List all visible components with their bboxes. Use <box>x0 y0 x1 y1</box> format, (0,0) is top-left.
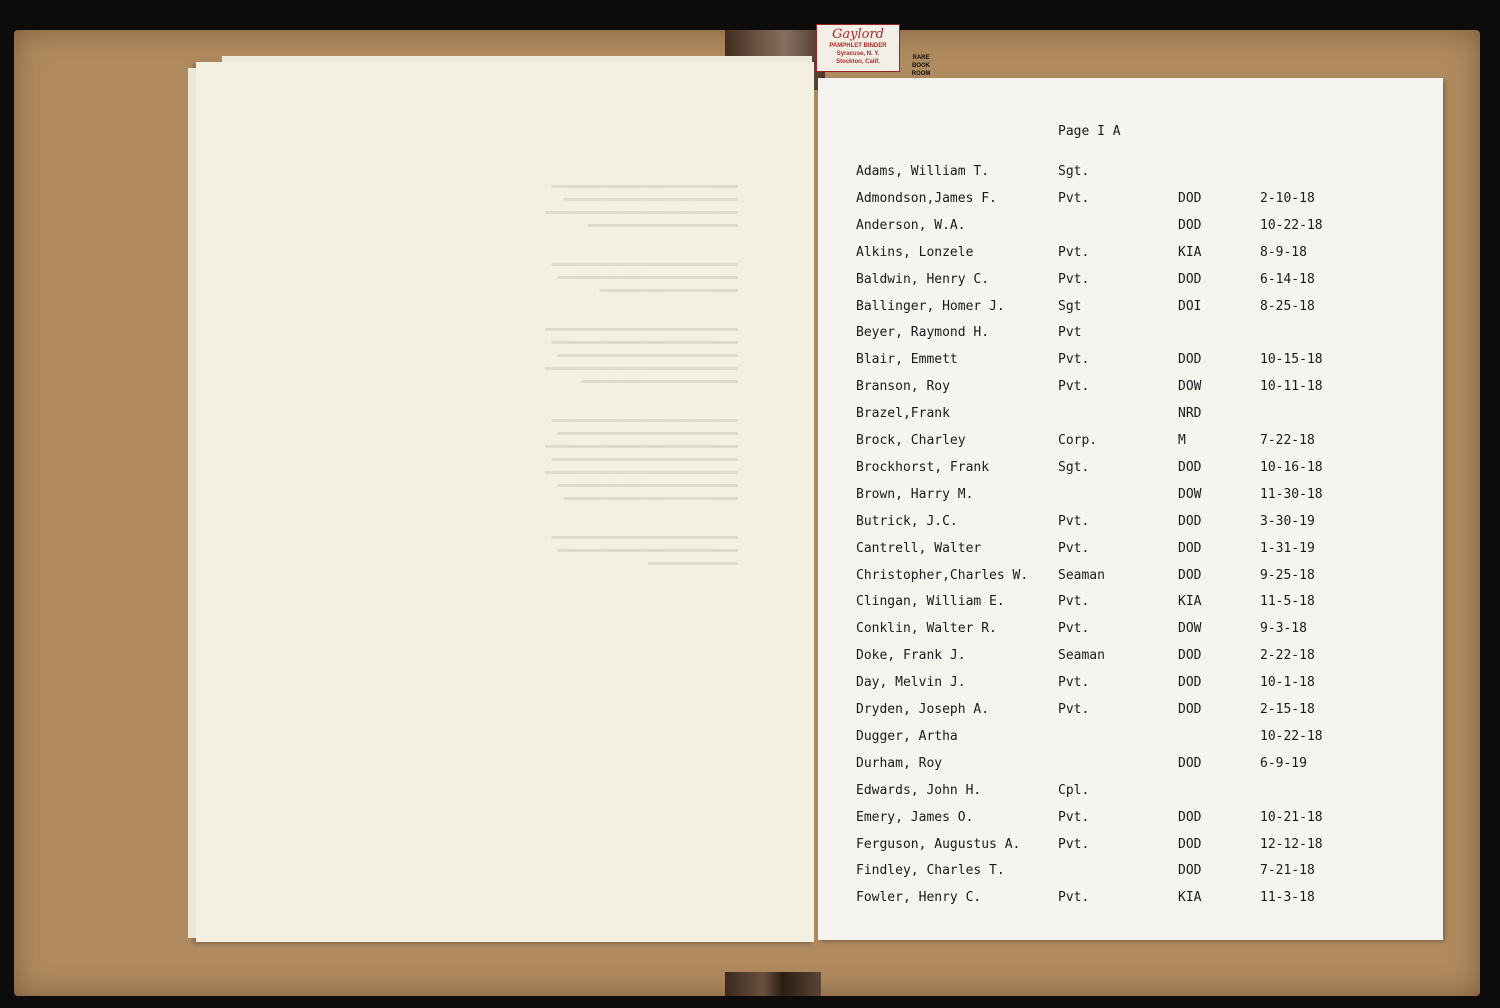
record-status: KIA <box>1178 594 1202 610</box>
label-brand: Gaylord <box>832 27 884 42</box>
page-header: Page I A <box>1058 124 1121 139</box>
list-item <box>0 406 1500 426</box>
record-name: Conklin, Walter R. <box>856 621 997 637</box>
list-item <box>0 487 1500 507</box>
list-item <box>0 756 1500 776</box>
record-status: DOD <box>1178 836 1202 852</box>
record-status: DOD <box>1178 702 1202 717</box>
record-date: 11-30-18 <box>1260 486 1323 502</box>
record-status: DOD <box>1178 540 1202 556</box>
record-status: DOD <box>1178 271 1202 287</box>
record-rank: Pvt. <box>1058 190 1090 206</box>
record-rank: Seaman <box>1058 648 1105 664</box>
record-name: Adams, William T. <box>856 164 990 179</box>
list-item <box>0 702 1500 722</box>
list-item <box>0 783 1500 803</box>
record-date: 2-22-18 <box>1260 648 1315 664</box>
list-item <box>0 541 1500 561</box>
binder-spine-bottom <box>725 972 821 996</box>
list-item <box>0 218 1500 238</box>
record-name: Brockhorst, Frank <box>856 459 990 475</box>
label-line-2: Syracuse, N. Y. <box>836 51 880 57</box>
stamp-word: BOOK <box>912 63 930 69</box>
label-line-3: Stockton, Calif. <box>836 59 880 65</box>
record-status: DOD <box>1178 513 1202 529</box>
record-name: Branson, Roy <box>856 379 950 395</box>
record-date: 8-25-18 <box>1260 298 1315 314</box>
record-rank: Pvt. <box>1058 594 1090 610</box>
gaylord-binder-label <box>816 24 900 72</box>
record-date: 10-15-18 <box>1260 352 1323 368</box>
list-item <box>0 621 1500 641</box>
record-date: 12-12-18 <box>1260 836 1323 852</box>
list-item <box>0 460 1500 480</box>
list-item <box>0 890 1500 910</box>
record-name: Dryden, Joseph A. <box>856 702 990 717</box>
record-date: 8-9-18 <box>1260 244 1307 260</box>
record-rank: Pvt. <box>1058 379 1090 395</box>
record-name: Ballinger, Homer J. <box>856 298 1005 314</box>
record-rank: Cpl. <box>1058 782 1090 798</box>
list-item <box>0 164 1500 184</box>
record-status: DOW <box>1178 621 1202 637</box>
record-name: Baldwin, Henry C. <box>856 271 990 287</box>
record-date: 10-16-18 <box>1260 459 1323 475</box>
record-name: Doke, Frank J. <box>856 648 966 664</box>
record-rank: Pvt. <box>1058 271 1090 287</box>
record-status: DOW <box>1178 486 1202 502</box>
record-rank: Pvt. <box>1058 836 1090 852</box>
list-item <box>0 594 1500 614</box>
record-status: DOD <box>1178 863 1202 879</box>
record-rank: Pvt. <box>1058 540 1090 556</box>
record-status: DOD <box>1178 755 1202 771</box>
record-name: Brazel,Frank <box>856 406 950 422</box>
record-status: DOD <box>1178 352 1202 368</box>
record-date: 9-25-18 <box>1260 567 1315 583</box>
record-rank: Pvt. <box>1058 809 1090 825</box>
record-rank: Pvt. <box>1058 621 1090 637</box>
list-item <box>0 379 1500 399</box>
record-name: Butrick, J.C. <box>856 513 958 529</box>
record-date: 10-21-18 <box>1260 809 1323 825</box>
record-rank: Pvt. <box>1058 702 1090 717</box>
record-rank: Pvt. <box>1058 513 1090 529</box>
record-rank: Pvt. <box>1058 890 1090 906</box>
list-item <box>0 352 1500 372</box>
record-date: 9-3-18 <box>1260 621 1307 637</box>
list-item <box>0 863 1500 883</box>
record-date: 10-22-18 <box>1260 728 1323 744</box>
record-status: KIA <box>1178 890 1202 906</box>
record-date: 3-30-19 <box>1260 513 1315 529</box>
record-name: Emery, James O. <box>856 809 974 825</box>
record-status: DOD <box>1178 809 1202 825</box>
label-line-1: PAMPHLET BINDER <box>829 43 887 49</box>
record-rank: Pvt. <box>1058 244 1090 260</box>
list-item <box>0 837 1500 857</box>
rare-book-room-stamp <box>906 54 936 78</box>
list-item <box>0 810 1500 830</box>
record-name: Dugger, Artha <box>856 728 958 744</box>
list-item <box>0 729 1500 749</box>
record-date: 2-10-18 <box>1260 190 1315 206</box>
record-name: Edwards, John H. <box>856 782 982 798</box>
record-name: Ferguson, Augustus A. <box>856 836 1021 852</box>
record-date: 11-5-18 <box>1260 594 1315 610</box>
record-date: 2-15-18 <box>1260 702 1315 717</box>
record-rank: Seaman <box>1058 567 1105 583</box>
record-rank: Pvt <box>1058 325 1082 341</box>
record-status: DOD <box>1178 190 1202 206</box>
record-status: NRD <box>1178 406 1202 422</box>
record-name: Beyer, Raymond H. <box>856 325 990 341</box>
record-date: 11-3-18 <box>1260 890 1315 906</box>
list-item <box>0 325 1500 345</box>
record-name: Blair, Emmett <box>856 352 958 368</box>
list-item <box>0 272 1500 292</box>
record-name: Day, Melvin J. <box>856 675 966 691</box>
list-item <box>0 568 1500 588</box>
stamp-word: ROOM <box>911 71 931 77</box>
record-name: Findley, Charles T. <box>856 863 1005 879</box>
stamp-word: RARE <box>912 55 930 61</box>
list-item <box>0 191 1500 211</box>
page-edge <box>222 56 812 62</box>
record-status: KIA <box>1178 244 1202 260</box>
record-status: DOD <box>1178 217 1202 233</box>
record-name: Christopher,Charles W. <box>856 567 1029 583</box>
record-date: 1-31-19 <box>1260 540 1315 556</box>
record-rank: Pvt. <box>1058 675 1090 691</box>
record-rank: Pvt. <box>1058 352 1090 368</box>
record-name: Cantrell, Walter <box>856 540 982 556</box>
list-item <box>0 245 1500 265</box>
record-date: 6-14-18 <box>1260 271 1315 287</box>
list-item <box>0 299 1500 319</box>
record-rank: Corp. <box>1058 433 1098 448</box>
record-date: 7-21-18 <box>1260 863 1315 879</box>
list-item <box>0 514 1500 534</box>
record-date: 10-22-18 <box>1260 217 1323 233</box>
record-status: DOD <box>1178 567 1202 583</box>
bleed-through-text: ▬▬▬▬▬▬▬▬▬▬▬▬▬▬▬▬▬▬▬▬▬▬▬▬▬▬▬▬▬▬▬ ▬▬▬▬▬▬▬▬▬▬▬▬▬▬▬▬▬▬▬▬▬▬▬▬▬▬▬▬▬ ▬▬▬▬▬▬▬▬▬▬▬▬▬▬▬▬▬▬▬▬▬▬▬▬▬▬▬▬▬▬▬▬ ▬▬▬▬▬▬▬▬▬▬▬▬▬▬▬▬▬▬▬▬▬▬▬▬▬ ▬▬▬▬▬▬▬▬▬▬▬▬▬▬▬▬▬▬▬▬▬▬▬▬▬▬▬▬▬▬▬ ▬▬▬▬▬▬▬▬▬▬▬▬▬▬▬▬▬▬▬▬▬▬▬▬▬▬▬▬▬▬ ▬▬▬▬▬▬▬▬▬▬▬▬▬▬▬▬▬▬▬▬▬▬▬ ▬▬▬▬▬▬▬▬▬▬▬▬▬▬▬▬▬▬▬▬▬▬▬▬▬▬▬▬▬▬▬▬ ▬▬▬▬▬▬▬▬▬▬▬▬▬▬▬▬▬▬▬▬▬▬▬▬▬▬▬▬▬▬▬ ▬▬▬▬▬▬▬▬▬▬▬▬▬▬▬▬▬▬▬▬▬▬▬▬▬▬▬▬▬▬ ▬▬▬▬▬▬▬▬▬▬▬▬▬▬▬▬▬▬▬▬▬▬▬▬▬▬▬▬▬▬▬▬ ▬▬▬▬▬▬▬▬▬▬▬▬▬▬▬▬▬▬▬▬▬▬▬▬▬▬ ▬▬▬▬▬▬▬▬▬▬▬▬▬▬▬▬▬▬▬▬▬▬▬▬▬▬▬▬▬▬▬ ▬▬▬▬▬▬▬▬▬▬▬▬▬▬▬▬▬▬▬▬▬▬▬▬▬▬▬▬▬▬ ▬▬▬▬▬▬▬▬▬▬▬▬▬▬▬▬▬▬▬▬▬▬▬▬▬▬▬▬▬▬▬▬ ▬▬▬▬▬▬▬▬▬▬▬▬▬▬▬▬▬▬▬▬▬▬▬▬▬▬▬▬▬▬▬ ▬▬▬▬▬▬▬▬▬▬▬▬▬▬▬▬▬▬▬▬▬▬▬▬▬▬▬▬▬▬▬▬ ▬▬▬▬▬▬▬▬▬▬▬▬▬▬▬▬▬▬▬▬▬▬▬▬▬▬▬▬▬▬ ▬▬▬▬▬▬▬▬▬▬▬▬▬▬▬▬▬▬▬▬▬▬▬▬▬▬▬▬▬ ▬▬▬▬▬▬▬▬▬▬▬▬▬▬▬▬▬▬▬▬▬▬▬▬▬▬▬▬▬▬▬ ▬▬▬▬▬▬▬▬▬▬▬▬▬▬▬▬▬▬▬▬▬▬▬▬▬▬▬▬▬▬ ▬▬▬▬▬▬▬▬▬▬▬▬▬▬▬ <box>545 181 738 569</box>
record-date: 7-22-18 <box>1260 433 1315 448</box>
record-name: Durham, Roy <box>856 755 943 771</box>
record-status: DOD <box>1178 459 1202 475</box>
record-name: Anderson, W.A. <box>856 217 966 233</box>
record-rank: Sgt. <box>1058 459 1090 475</box>
record-name: Alkins, Lonzele <box>856 244 974 260</box>
list-item <box>0 648 1500 668</box>
list-item <box>0 675 1500 695</box>
record-rank: Sgt. <box>1058 164 1090 179</box>
record-status: M <box>1178 433 1186 448</box>
record-rank: Sgt <box>1058 298 1082 314</box>
record-name: Brock, Charley <box>856 433 966 448</box>
record-name: Brown, Harry M. <box>856 486 974 502</box>
record-name: Admondson,James F. <box>856 190 997 206</box>
record-status: DOD <box>1178 675 1202 691</box>
record-status: DOW <box>1178 379 1202 395</box>
record-status: DOD <box>1178 648 1202 664</box>
record-date: 6-9-19 <box>1260 755 1307 771</box>
record-status: DOI <box>1178 298 1202 314</box>
record-date: 10-1-18 <box>1260 675 1315 691</box>
record-name: Clingan, William E. <box>856 594 1005 610</box>
record-name: Fowler, Henry C. <box>856 890 982 906</box>
list-item <box>0 433 1500 453</box>
record-date: 10-11-18 <box>1260 379 1323 395</box>
